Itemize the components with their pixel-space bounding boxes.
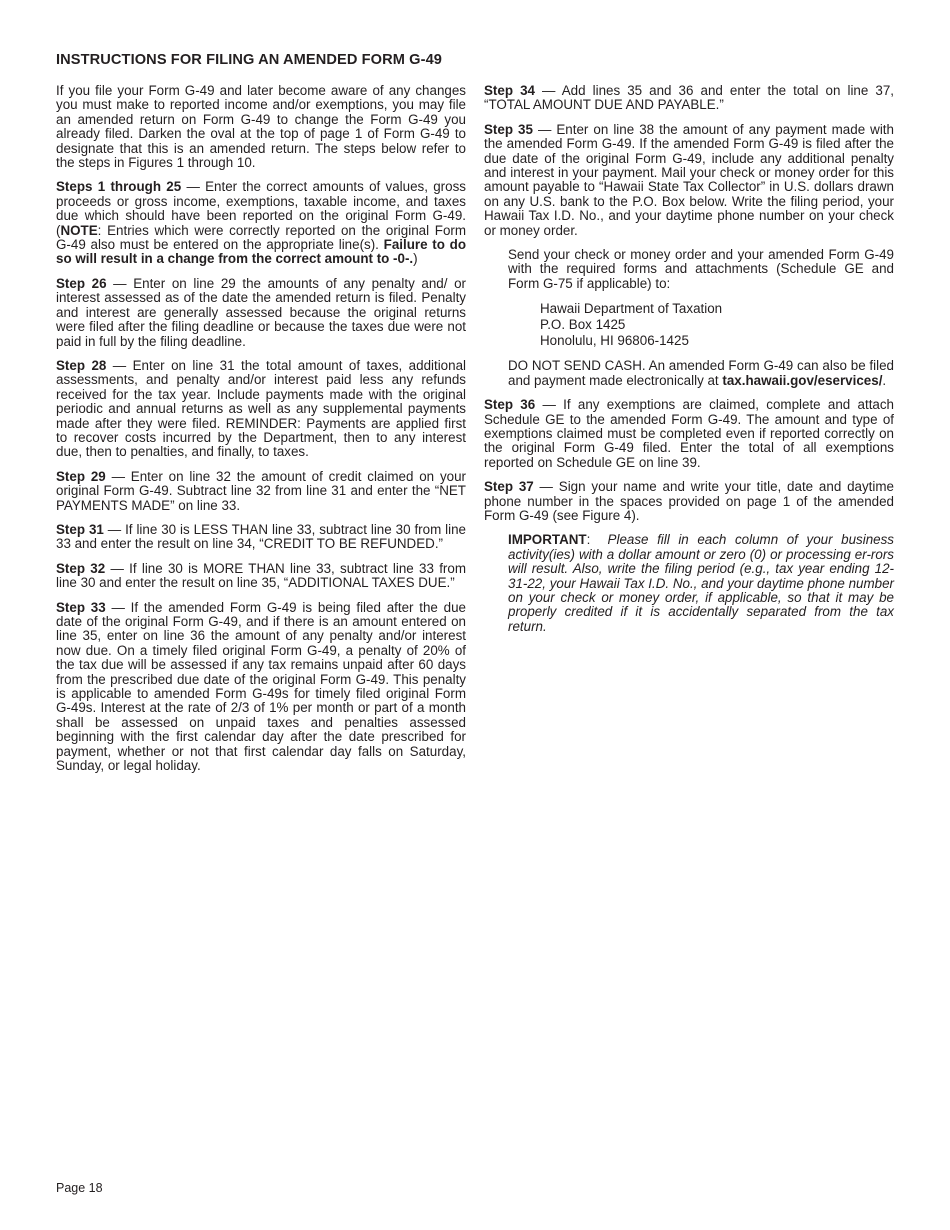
step-heading: Step 28 xyxy=(56,357,107,373)
page-title: INSTRUCTIONS FOR FILING AN AMENDED FORM G-49 xyxy=(56,52,442,68)
step-text: — Enter the correct amounts of values, gross proceeds or gross income, exemptions, taxable income, and taxes due which should have been reported on the original Form G-49. ( xyxy=(56,179,466,238)
step-text: ) xyxy=(413,251,418,267)
step-26-paragraph xyxy=(56,277,466,349)
important-label: IMPORTANT xyxy=(508,532,587,548)
step-29-paragraph xyxy=(56,470,466,513)
period: . xyxy=(882,372,887,388)
step-heading: Step 32 xyxy=(56,560,106,576)
right-column xyxy=(484,84,894,644)
step-text: — Enter on line 38 the amount of any payment made with the amended Form G-49. If the amended Form G-49 is filed after the due date of the original Form G-49, include any additional penalty and interest in your payment. Mail your check or money order for this amount payable to “Hawaii State Tax Collector” in U.S. dollars drawn on any U.S. bank to the P.O. Box below. Write the filing period, your Hawaii Tax I.D. No., and your daytime phone number on your check or money order. xyxy=(484,121,894,238)
send-instructions xyxy=(508,248,894,291)
step-31-paragraph xyxy=(56,523,466,552)
step-34-paragraph xyxy=(484,84,894,113)
no-cash-paragraph xyxy=(508,359,894,388)
note-label: NOTE xyxy=(60,222,98,238)
step-text: — If line 30 is MORE THAN line 33, subtract line 33 from line 30 and enter the result on line 35, “ADDITIONAL TAXES DUE.” xyxy=(56,560,466,591)
step-28-paragraph xyxy=(56,359,466,460)
step-text: — If any exemptions are claimed, complete and attach Schedule GE to the amended Form G-49. The amount and type of exemptions claimed must be completed even if reported correctly on the original Form G-49 filed. Enter the total of all exemptions reported on Schedule GE on line 39. xyxy=(484,397,895,470)
important-colon: : xyxy=(586,532,591,548)
step-text: — Enter on line 31 the total amount of taxes, additional assessments, and penalty and/or interest paid less any refunds received for the tax year. Include payments made with the original periodic and annual returns as well as any supplemental payments made after they were filed. REMINDER: Payments are applied first to recover costs incurred by the Department, then to any interest due, then to penalties, and finally, to taxes. xyxy=(56,357,467,460)
mailing-address xyxy=(540,301,894,349)
page-number: Page 18 xyxy=(56,1181,103,1195)
address-line: Honolulu, HI 96806-1425 xyxy=(540,333,689,349)
step-33-paragraph xyxy=(56,601,466,774)
step-heading: Steps 1 through 25 xyxy=(56,179,182,195)
send-text: Send your check or money order and your amended Form G-49 with the required forms and attachments (Schedule GE and Form G-75 if applicable) to: xyxy=(508,247,894,291)
step-heading: Step 37 xyxy=(484,479,534,495)
step-text: — If the amended Form G-49 is being filed after the due date of the original Form G-49, and if there is an amount entered on line 35, enter on line 36 the amount of any penalty and/or interest now due. On a timely filed original Form G-49, a penalty of 20% of the tax due will be assessed if any tax remains unpaid after 60 days from the prescribed due date of the original Form G-49. This penalty is applicable to amended Form G-49s for timely filed original Form G-49s. Interest at the rate of 2/3 of 1% per month or part of a month shall be assessed on unpaid taxes and penalties assessed beginning with the first calendar day after the date prescribed for payment, whether or not that first calendar day falls on Saturday, Sunday, or legal holiday. xyxy=(56,599,466,774)
step-text: — Enter on line 32 the amount of credit claimed on your original Form G-49. Subtract line 32 from line 31 and enter the “NET PAYMENTS MADE” on line 33. xyxy=(56,468,466,513)
intro-paragraph xyxy=(56,84,466,170)
steps-1-25-paragraph xyxy=(56,180,466,266)
important-text: Please fill in each column of your business activity(ies) with a dollar amount or zero (0) or processing er-rors will result. Also, write the filing period (e.g., tax year ending 12-31-22, your Hawaii Tax I.D. No., and your daytime phone number on your check or money order, if applicable, so that it may be properly credited if it is accidentally separated from the tax return. xyxy=(508,532,894,634)
important-note xyxy=(508,533,894,634)
step-32-paragraph xyxy=(56,562,466,591)
intro-text: If you file your Form G-49 and later become aware of any changes you must make to reported income and/or exemptions, you may file an amended return on Form G-49 to change the Form G-49 you already filed. Darken the oval at the top of page 1 of Form G-49 to designate that this is an amended return. The steps below refer to the steps in Figures 1 through 10. xyxy=(56,83,466,171)
eservices-link[interactable]: tax.hawaii.gov/eservices/ xyxy=(722,372,883,388)
step-heading: Step 36 xyxy=(484,397,536,413)
step-heading: Step 31 xyxy=(56,521,104,537)
step-35-paragraph xyxy=(484,123,894,238)
step-heading: Step 34 xyxy=(484,83,535,98)
step-heading: Step 26 xyxy=(56,275,107,291)
step-text: — Enter on line 29 the amounts of any penalty and/ or interest assessed as of the date the amended return is filed. Penalty and interest are generally assessed because the original returns were filed after the filing deadline or because the taxes due were not paid in full by the filing deadline. xyxy=(56,275,466,349)
address-line: Hawaii Department of Taxation xyxy=(540,301,723,317)
step-36-paragraph xyxy=(484,398,894,470)
step-text: — Add lines 35 and 36 and enter the total on line 37, “TOTAL AMOUNT DUE AND PAYABLE.” xyxy=(484,83,894,113)
step-text: — Sign your name and write your title, date and daytime phone number in the spaces provided on page 1 of the amended Form G-49 (see Figure 4). xyxy=(484,479,894,523)
address-line: P.O. Box 1425 xyxy=(540,317,626,333)
step-heading: Step 35 xyxy=(484,121,533,137)
no-cash-text: DO NOT SEND CASH. An amended Form G-49 can also be filed and payment made electronically at xyxy=(508,358,894,388)
step-heading: Step 33 xyxy=(56,599,106,615)
step-37-paragraph xyxy=(484,480,894,523)
step-text: : Entries which were correctly reported on the original Form G-49 also must be entered on the appropriate line(s). xyxy=(56,222,466,253)
warning-text: Failure to do so will result in a change from the correct amount to -0-. xyxy=(56,237,466,267)
step-heading: Step 29 xyxy=(56,468,106,484)
left-column xyxy=(56,84,466,783)
step-text: — If line 30 is LESS THAN line 33, subtract line 30 from line 33 and enter the result on line 34, “CREDIT TO BE REFUNDED.” xyxy=(56,521,466,552)
